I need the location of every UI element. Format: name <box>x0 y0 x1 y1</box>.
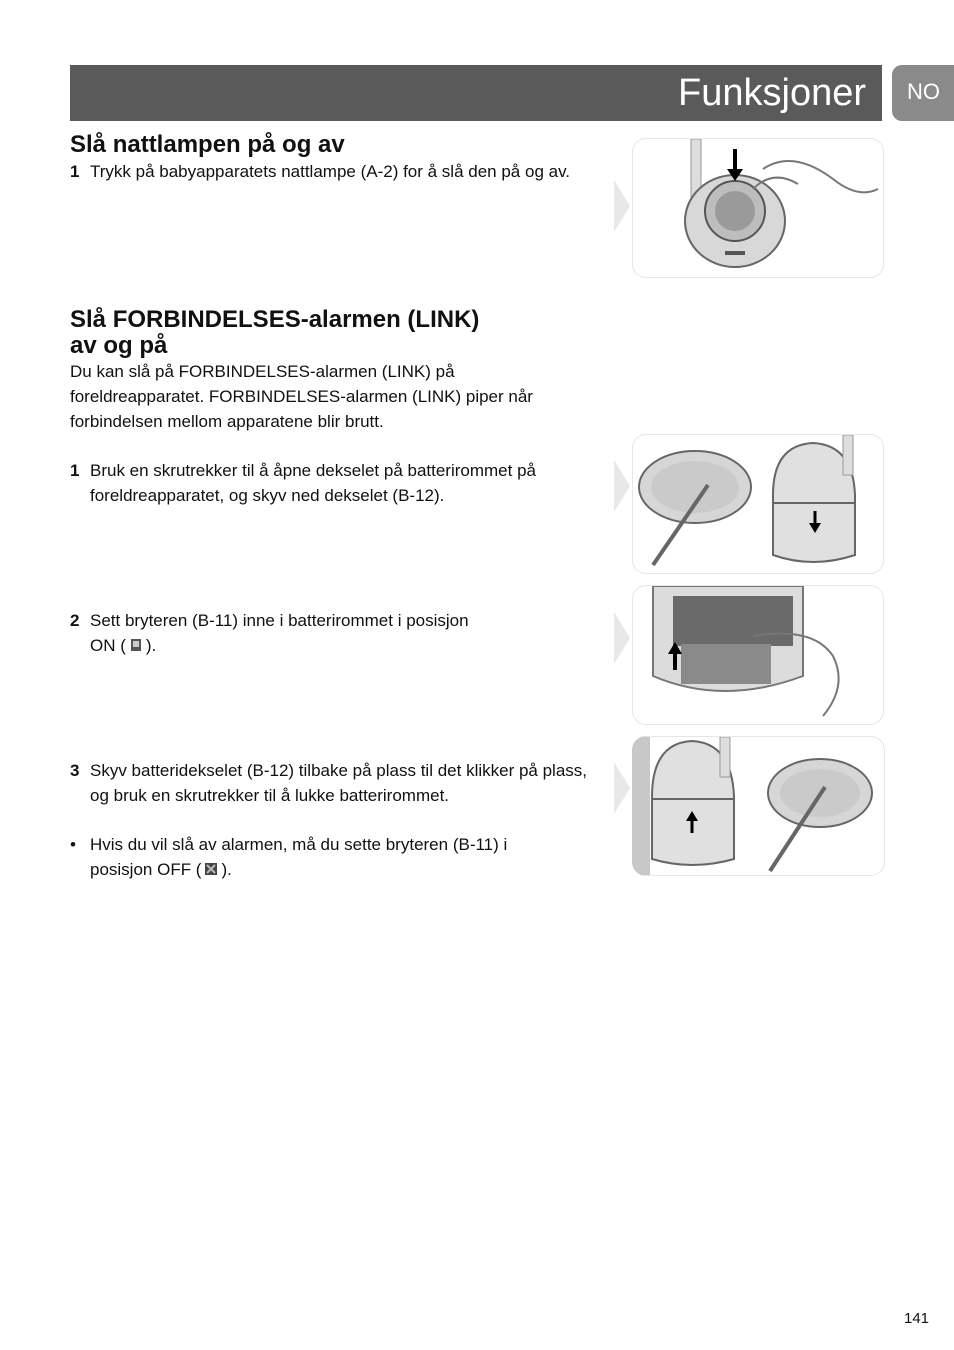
section-heading-link-line1: Slå FORBINDELSES-alarmen (LINK) <box>70 306 480 333</box>
switch-on-illustration <box>633 586 883 724</box>
figure-pointer <box>614 460 630 512</box>
step-text: Trykk på babyapparatets nattlampe (A-2) for å slå den på og av. <box>90 162 571 181</box>
figure-open-cover <box>632 434 884 574</box>
step-text-a: Sett bryteren (B-11) inne i batterirommet i posisjon <box>90 611 469 630</box>
bullet-text-a: Hvis du vil slå av alarmen, må du sette bryteren (B-11) i <box>90 835 508 854</box>
figure-pointer <box>614 762 630 814</box>
page-title: Funksjoner <box>678 72 866 114</box>
figure-switch-on <box>632 585 884 725</box>
baby-unit-illustration <box>633 139 883 277</box>
bullet-text-b-pre: posisjon OFF ( <box>90 860 202 879</box>
step-text-b <box>90 633 595 658</box>
step-text-b-post: ). <box>145 636 157 655</box>
step-text: Skyv batteridekselet (B-12) tilbake på plass til det klikker på plass, og bruk en skrutrekker til å lukke batterirommet. <box>90 761 588 805</box>
section-heading-link-line2: av og på <box>70 332 168 359</box>
switch-off-icon <box>203 859 219 875</box>
bullet-text-b-post: ). <box>221 860 232 879</box>
figure-pointer <box>614 612 630 664</box>
figure-nightlight <box>632 138 884 278</box>
header-bar <box>70 65 882 121</box>
step-text-b-pre: ON ( <box>90 636 126 655</box>
step-number: 1 <box>70 461 80 480</box>
intro-text: Du kan slå på FORBINDELSES-alarmen (LINK) på foreldreapparatet. FORBINDELSES-alarmen (LINK) piper når forbindelsen mellom apparatene blir brutt. <box>70 362 533 431</box>
page-number: 141 <box>904 1310 930 1327</box>
step-number: 2 <box>70 611 80 630</box>
section-heading-nightlight: Slå nattlampen på og av <box>70 131 345 158</box>
language-label: NO <box>907 79 940 104</box>
open-battery-cover-illustration <box>633 435 883 573</box>
language-tab <box>892 65 954 121</box>
figure-pointer <box>614 180 630 232</box>
step-number: 1 <box>70 162 80 181</box>
bullet-text-b <box>90 857 595 882</box>
switch-on-icon <box>128 635 144 651</box>
step-text: Bruk en skrutrekker til å åpne dekselet på batterirommet på foreldreapparatet, og skyv ned dekselet (B-12). <box>90 461 536 505</box>
close-battery-cover-illustration <box>650 737 884 875</box>
figure-close-cover <box>632 736 885 876</box>
bullet-symbol: • <box>70 835 76 854</box>
step-number: 3 <box>70 761 80 780</box>
